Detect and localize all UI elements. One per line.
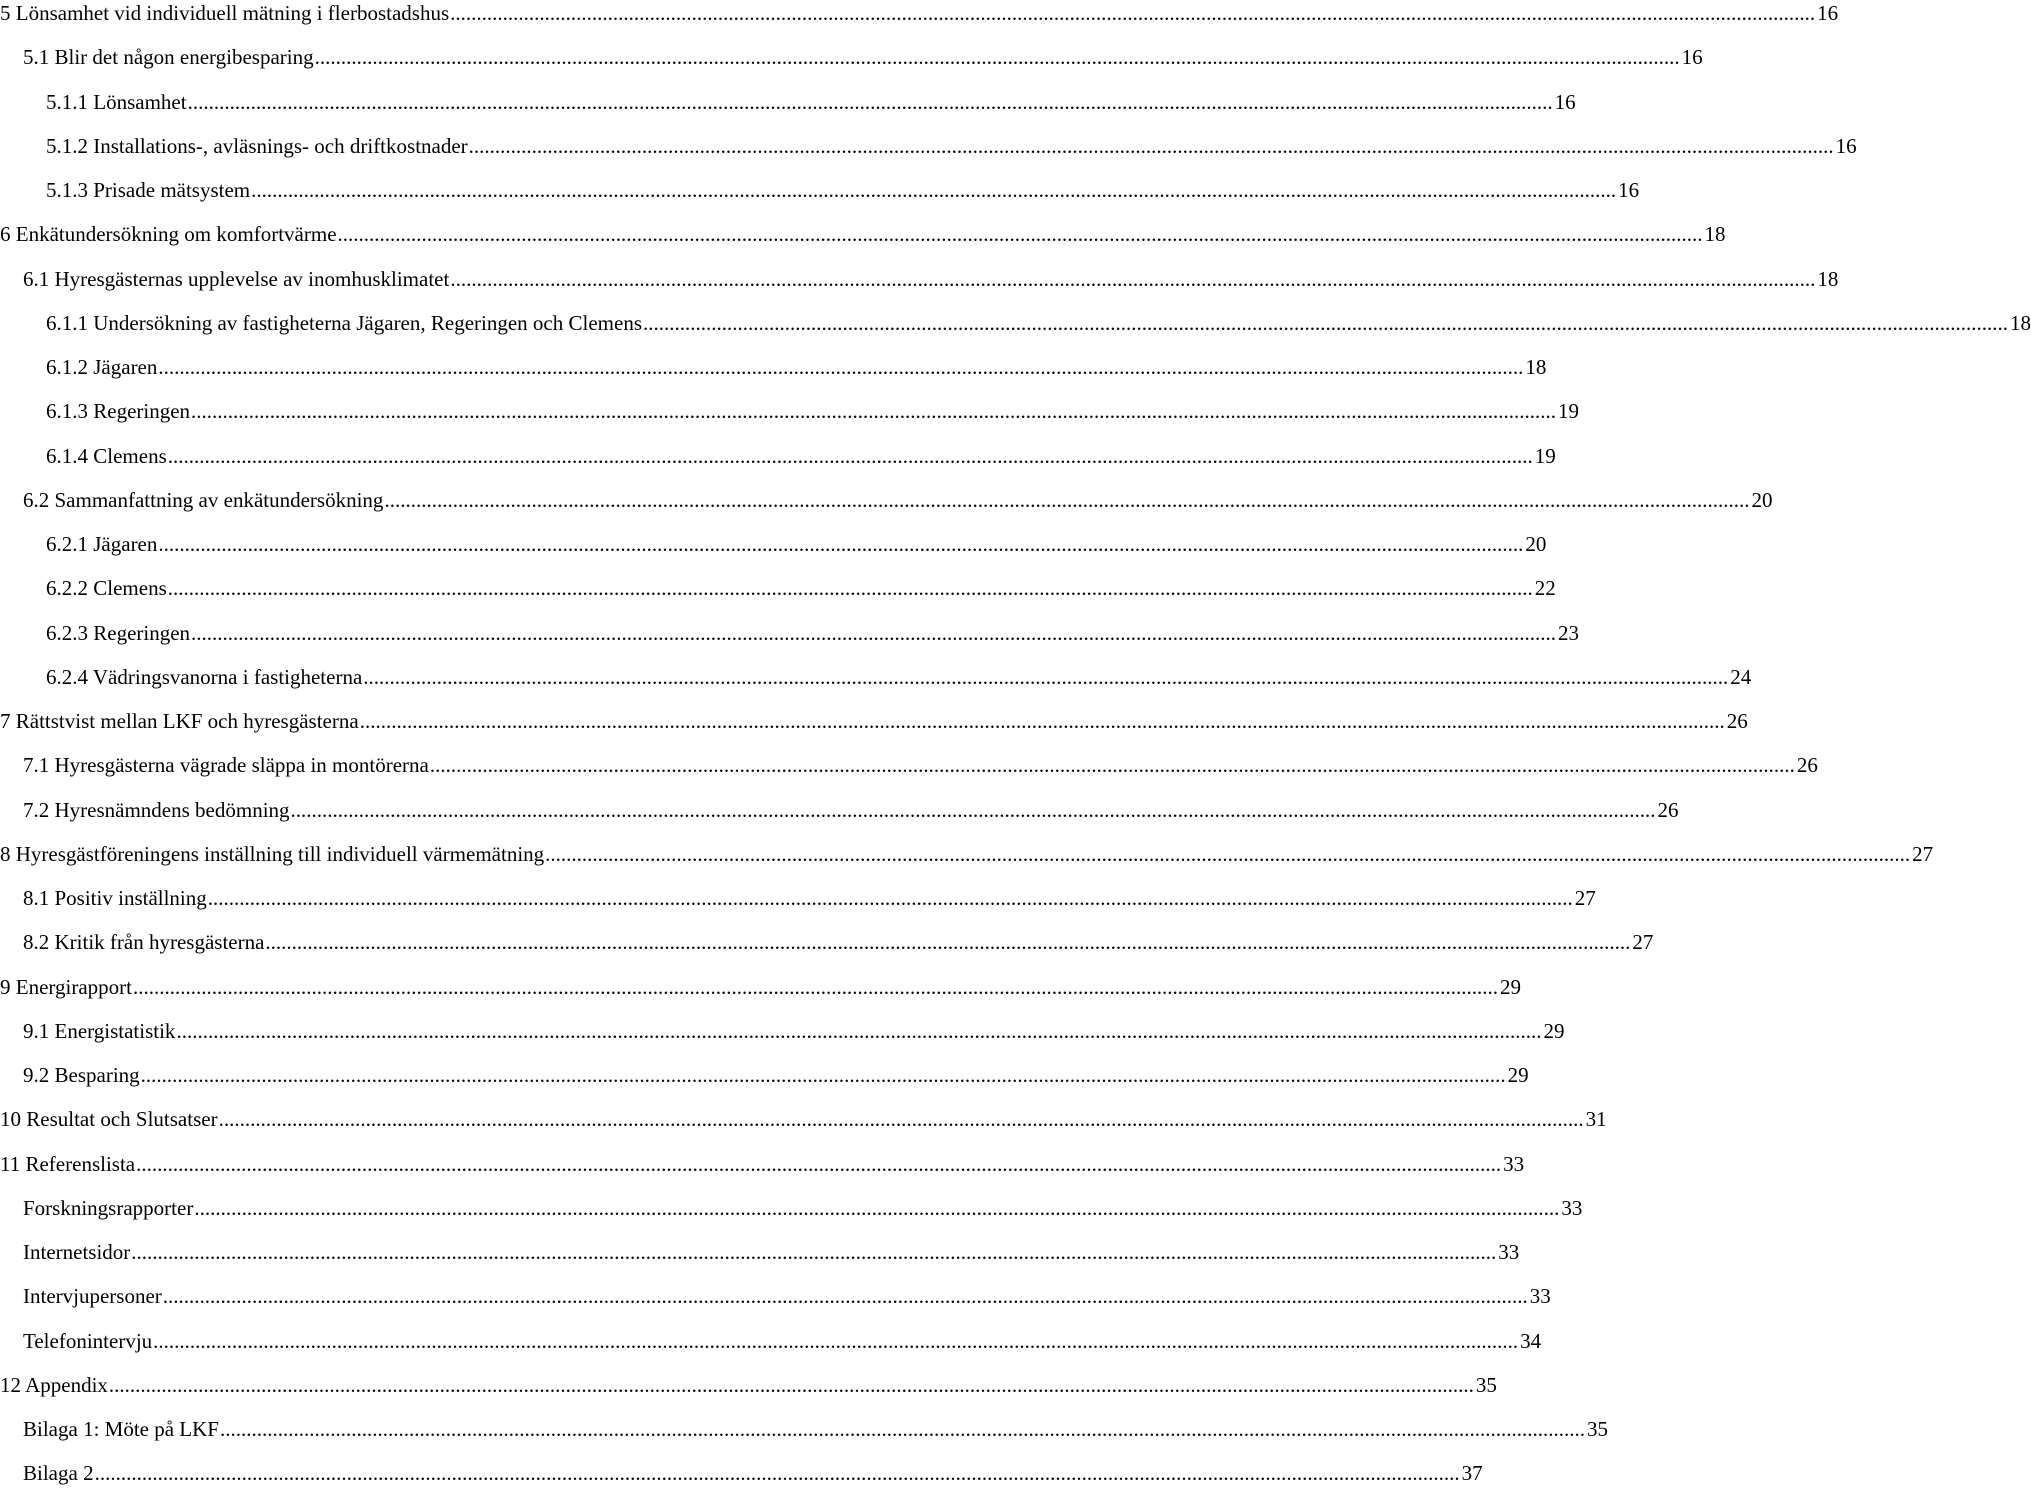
toc-entry-page-number: 22: [1534, 576, 1556, 601]
dot-leader: ....................................................................................................................................................................................................................................................................: [429, 753, 1795, 778]
toc-entry-number: 7.2: [23, 797, 50, 822]
toc-entry-text: Resultat och Slutsatser: [26, 1107, 218, 1132]
toc-entry-number: 8: [0, 841, 11, 866]
toc-entry-title: [23, 1281, 162, 1311]
toc-entry-page-number: 18: [1704, 222, 1726, 247]
toc-entry[interactable]: [46, 352, 1547, 382]
toc-entry-text: Jägaren: [93, 355, 158, 379]
dot-leader: ....................................................................................................................................................................................................................................................................: [251, 178, 1617, 202]
toc-entry-number: 5.1: [23, 45, 50, 70]
toc-entry-text: Hyresgästföreningens inställning till individuell värmemätning: [15, 841, 545, 866]
toc-entry-text: Besparing: [54, 1063, 140, 1087]
toc-entry[interactable]: [23, 1458, 1483, 1488]
toc-entry-title: [0, 1104, 218, 1134]
toc-entry-title: [46, 131, 468, 161]
dot-leader: ....................................................................................................................................................................................................................................................................: [207, 886, 1573, 910]
dot-leader: ....................................................................................................................................................................................................................................................................: [468, 133, 1834, 158]
toc-entry-text: Regeringen: [93, 399, 191, 424]
toc-entry-title: [23, 1414, 219, 1444]
toc-entry-text: Bilaga 1: Möte på LKF: [23, 1417, 219, 1441]
toc-entry-text: Energistatistik: [54, 1018, 176, 1043]
toc-entry-text: Referenslista: [25, 1151, 136, 1176]
toc-entry-text: Forskningsrapporter: [23, 1195, 194, 1220]
toc-entry[interactable]: [23, 927, 1654, 957]
dot-leader: ....................................................................................................................................................................................................................................................................: [363, 664, 1729, 689]
toc-entry-page-number: 26: [1657, 797, 1679, 822]
toc-entry-title: [23, 1060, 140, 1090]
toc-entry-text: Clemens: [93, 443, 167, 468]
dot-leader: ....................................................................................................................................................................................................................................................................: [219, 1417, 1585, 1441]
toc-entry[interactable]: [46, 618, 1580, 648]
toc-entry-title: [23, 883, 207, 913]
toc-entry-title: [46, 529, 157, 559]
toc-entry-number: 12: [0, 1372, 21, 1397]
toc-entry-text: Blir det någon energibesparing: [54, 45, 314, 70]
toc-entry-page-number: 16: [1618, 178, 1640, 202]
dot-leader: ....................................................................................................................................................................................................................................................................: [167, 576, 1533, 601]
toc-entry-page-number: 20: [1751, 487, 1773, 512]
toc-entry-number: 6.1.4: [46, 443, 88, 468]
toc-entry-title: [0, 839, 544, 869]
toc-entry-number: 6.1.1: [46, 310, 88, 335]
toc-entry-page-number: 33: [1561, 1195, 1583, 1220]
dot-leader: ....................................................................................................................................................................................................................................................................: [94, 1461, 1460, 1486]
toc-entry-number: 6.2.1: [46, 532, 88, 556]
toc-entry[interactable]: [46, 396, 1580, 426]
dot-leader: ....................................................................................................................................................................................................................................................................: [140, 1063, 1506, 1087]
toc-entry-number: 9.2: [23, 1063, 50, 1087]
toc-entry-page-number: 27: [1912, 841, 1934, 866]
toc-entry[interactable]: [0, 706, 1748, 736]
toc-entry[interactable]: [46, 131, 1857, 161]
toc-entry-title: [0, 1370, 108, 1400]
toc-entry-page-number: 26: [1726, 709, 1748, 733]
toc-entry-page-number: 16: [1554, 89, 1576, 114]
dot-leader: ....................................................................................................................................................................................................................................................................: [265, 930, 1631, 955]
toc-entry-text: Rättstvist mellan LKF och hyresgästerna: [15, 709, 359, 733]
toc-entry-title: [23, 264, 449, 294]
toc-entry-number: 6.2.2: [46, 576, 88, 601]
toc-entry-title: [23, 42, 314, 72]
toc-entry[interactable]: [23, 1193, 1583, 1223]
toc-entry-page-number: 31: [1585, 1107, 1607, 1132]
toc-entry-title: [46, 396, 190, 426]
toc-entry[interactable]: [23, 795, 1679, 825]
toc-entry-text: Lönsamhet: [93, 89, 187, 114]
toc-entry-number: 11: [0, 1151, 21, 1176]
toc-entry-page-number: 26: [1796, 753, 1818, 778]
dot-leader: ....................................................................................................................................................................................................................................................................: [218, 1107, 1584, 1132]
toc-entry-number: 6: [0, 222, 11, 247]
toc-entry-number: 9: [0, 974, 11, 999]
dot-leader: ....................................................................................................................................................................................................................................................................: [384, 487, 1750, 512]
dot-leader: ....................................................................................................................................................................................................................................................................: [191, 399, 1557, 424]
toc-entry-text: Energirapport: [15, 974, 132, 999]
toc-entry-title: [46, 662, 362, 692]
toc-entry-page-number: 33: [1529, 1284, 1551, 1309]
toc-entry-text: Hyresnämndens bedömning: [54, 797, 290, 822]
toc-entry-page-number: 19: [1558, 399, 1580, 424]
toc-entry-text: Bilaga 2: [23, 1461, 94, 1486]
toc-entry-text: Lönsamhet vid individuell mätning i flerbostadshus: [15, 1, 450, 25]
toc-entry-text: Hyresgästernas upplevelse av inomhusklimatet: [54, 266, 450, 291]
toc-entry[interactable]: [46, 441, 1556, 471]
toc-entry-page-number: 23: [1558, 620, 1580, 645]
toc-entry-page-number: 33: [1498, 1240, 1520, 1264]
toc-entry[interactable]: [46, 662, 1752, 692]
dot-leader: ....................................................................................................................................................................................................................................................................: [643, 310, 2008, 335]
toc-entry[interactable]: [0, 839, 1934, 869]
toc-entry-page-number: 20: [1525, 532, 1547, 556]
toc-entry-page-number: 27: [1574, 886, 1596, 910]
dot-leader: ....................................................................................................................................................................................................................................................................: [136, 1151, 1502, 1176]
toc-entry[interactable]: [23, 1016, 1565, 1046]
toc-entry[interactable]: [23, 1281, 1551, 1311]
toc-entry-page-number: 35: [1475, 1372, 1497, 1397]
dot-leader: ....................................................................................................................................................................................................................................................................: [450, 266, 1816, 291]
toc-entry-number: 7.1: [23, 753, 50, 778]
toc-entry-title: [0, 0, 449, 28]
toc-entry[interactable]: [0, 1149, 1525, 1179]
toc-entry-title: [23, 1237, 130, 1267]
toc-entry[interactable]: [23, 1326, 1542, 1356]
dot-leader: ....................................................................................................................................................................................................................................................................: [162, 1284, 1528, 1309]
toc-entry-text: Enkätundersökning om komfortvärme: [15, 222, 337, 247]
toc-entry-text: Jägaren: [93, 532, 158, 556]
toc-entry-title: [46, 441, 167, 471]
toc-entry-text: Vädringsvanorna i fastigheterna: [92, 664, 363, 689]
toc-entry-page-number: 18: [1817, 266, 1839, 291]
toc-entry-number: 5.1.3: [46, 178, 88, 202]
toc-entry-page-number: 29: [1543, 1018, 1565, 1043]
toc-entry-title: [23, 795, 290, 825]
toc-entry[interactable]: [46, 175, 1640, 205]
toc-entry-number: 8.1: [23, 886, 50, 910]
toc-entry[interactable]: [23, 264, 1839, 294]
toc-entry-page-number: 29: [1500, 974, 1521, 999]
toc-entry-text: Clemens: [93, 576, 167, 601]
dot-leader: ....................................................................................................................................................................................................................................................................: [158, 355, 1524, 379]
toc-entry-title: [23, 1016, 175, 1046]
toc-entry-text: Sammanfattning av enkätundersökning: [54, 487, 384, 512]
toc-entry-page-number: 35: [1586, 1417, 1608, 1441]
toc-entry-title: [0, 972, 132, 1002]
toc-entry[interactable]: [23, 42, 1703, 72]
toc-entry-page-number: 16: [1681, 45, 1703, 70]
toc-entry[interactable]: [0, 219, 1726, 249]
dot-leader: ....................................................................................................................................................................................................................................................................: [450, 1, 1816, 25]
toc-entry[interactable]: [0, 1370, 1497, 1400]
dot-leader: ....................................................................................................................................................................................................................................................................: [176, 1018, 1542, 1043]
toc-entry-text: Internetsidor: [23, 1240, 131, 1264]
dot-leader: ....................................................................................................................................................................................................................................................................: [108, 1372, 1474, 1397]
toc-entry-title: [23, 750, 429, 780]
toc-entry-number: 6.1.3: [46, 399, 88, 424]
toc-entry-page-number: 19: [1534, 443, 1556, 468]
toc-entry-text: Intervjupersoner: [23, 1284, 162, 1309]
toc-entry-number: 5.1.2: [46, 133, 88, 158]
toc-entry-page-number: 18: [2010, 310, 2031, 335]
toc-entry-text: Undersökning av fastigheterna Jägaren, Regeringen och Clemens: [93, 310, 642, 335]
toc-entry[interactable]: [0, 0, 1839, 28]
toc-entry[interactable]: [23, 883, 1596, 913]
toc-entry[interactable]: [23, 485, 1773, 515]
toc-entry-text: Kritik från hyresgästerna: [54, 930, 265, 955]
dot-leader: ....................................................................................................................................................................................................................................................................: [133, 974, 1498, 999]
toc-entry-number: 10: [0, 1107, 21, 1132]
toc-entry-text: Regeringen: [93, 620, 191, 645]
toc-entry[interactable]: [46, 308, 2031, 338]
toc-entry-page-number: 27: [1632, 930, 1654, 955]
toc-entry-text: Hyresgästerna vägrade släppa in montörerna: [54, 753, 429, 778]
dot-leader: ....................................................................................................................................................................................................................................................................: [187, 89, 1553, 114]
dot-leader: ....................................................................................................................................................................................................................................................................: [167, 443, 1533, 468]
toc-entry-page-number: 16: [1835, 133, 1857, 158]
toc-entry-page-number: 24: [1730, 664, 1752, 689]
toc-entry-number: 6.2.4: [46, 664, 88, 689]
toc-entry-page-number: 34: [1520, 1328, 1542, 1353]
toc-entry-title: [0, 219, 337, 249]
toc-entry[interactable]: [23, 1414, 1608, 1444]
dot-leader: ....................................................................................................................................................................................................................................................................: [131, 1240, 1497, 1264]
toc-entry[interactable]: [23, 1060, 1529, 1090]
dot-leader: ....................................................................................................................................................................................................................................................................: [194, 1195, 1560, 1220]
toc-entry-title: [46, 618, 190, 648]
dot-leader: ....................................................................................................................................................................................................................................................................: [337, 222, 1703, 247]
toc-entry-title: [46, 352, 157, 382]
toc-entry-number: 6.1.2: [46, 355, 88, 379]
toc-entry-title: [23, 1193, 193, 1223]
toc-entry-number: 7: [0, 709, 11, 733]
toc-entry-title: [0, 1149, 135, 1179]
toc-entry-title: [23, 1458, 94, 1488]
toc-entry-title: [23, 927, 264, 957]
toc-entry-title: [46, 573, 167, 603]
toc-entry-title: [46, 308, 642, 338]
toc-entry-number: 5: [0, 1, 11, 25]
toc-entry-title: [23, 485, 383, 515]
toc-entry-number: 6.1: [23, 266, 50, 291]
dot-leader: ....................................................................................................................................................................................................................................................................: [290, 797, 1656, 822]
toc-entry-page-number: 33: [1503, 1151, 1525, 1176]
toc-entry-text: Positiv inställning: [54, 886, 207, 910]
dot-leader: ....................................................................................................................................................................................................................................................................: [191, 620, 1557, 645]
toc-entry-page-number: 37: [1461, 1461, 1483, 1486]
toc-entry-number: 6.2: [23, 487, 50, 512]
toc-entry[interactable]: [46, 573, 1556, 603]
toc-entry[interactable]: [0, 1104, 1607, 1134]
toc-entry-title: [0, 706, 359, 736]
toc-entry[interactable]: [0, 972, 1521, 1002]
toc-entry-page-number: 16: [1817, 1, 1839, 25]
toc-entry-text: Telefonintervju: [23, 1328, 153, 1353]
dot-leader: ....................................................................................................................................................................................................................................................................: [153, 1328, 1519, 1353]
dot-leader: ....................................................................................................................................................................................................................................................................: [314, 45, 1680, 70]
toc-entry-page-number: 18: [1525, 355, 1547, 379]
dot-leader: ....................................................................................................................................................................................................................................................................: [545, 841, 1911, 866]
toc-entry[interactable]: [23, 1237, 1520, 1267]
toc-entry-title: [23, 1326, 152, 1356]
toc-entry-text: Prisade mätsystem: [93, 178, 251, 202]
toc-entry[interactable]: [46, 529, 1547, 559]
toc-entry-number: 8.2: [23, 930, 50, 955]
toc-entry[interactable]: [46, 87, 1576, 117]
toc-entry-number: 9.1: [23, 1018, 50, 1043]
toc-entry-text: Appendix: [25, 1372, 108, 1397]
toc-entry-number: 6.2.3: [46, 620, 88, 645]
dot-leader: ....................................................................................................................................................................................................................................................................: [359, 709, 1725, 733]
toc-entry-title: [46, 175, 250, 205]
toc-entry-page-number: 29: [1507, 1063, 1529, 1087]
toc-entry-number: 5.1.1: [46, 89, 88, 114]
dot-leader: ....................................................................................................................................................................................................................................................................: [158, 532, 1524, 556]
toc-entry-title: [46, 87, 187, 117]
toc-entry[interactable]: [23, 750, 1818, 780]
toc-entry-text: Installations-, avläsnings- och driftkostnader: [93, 133, 468, 158]
